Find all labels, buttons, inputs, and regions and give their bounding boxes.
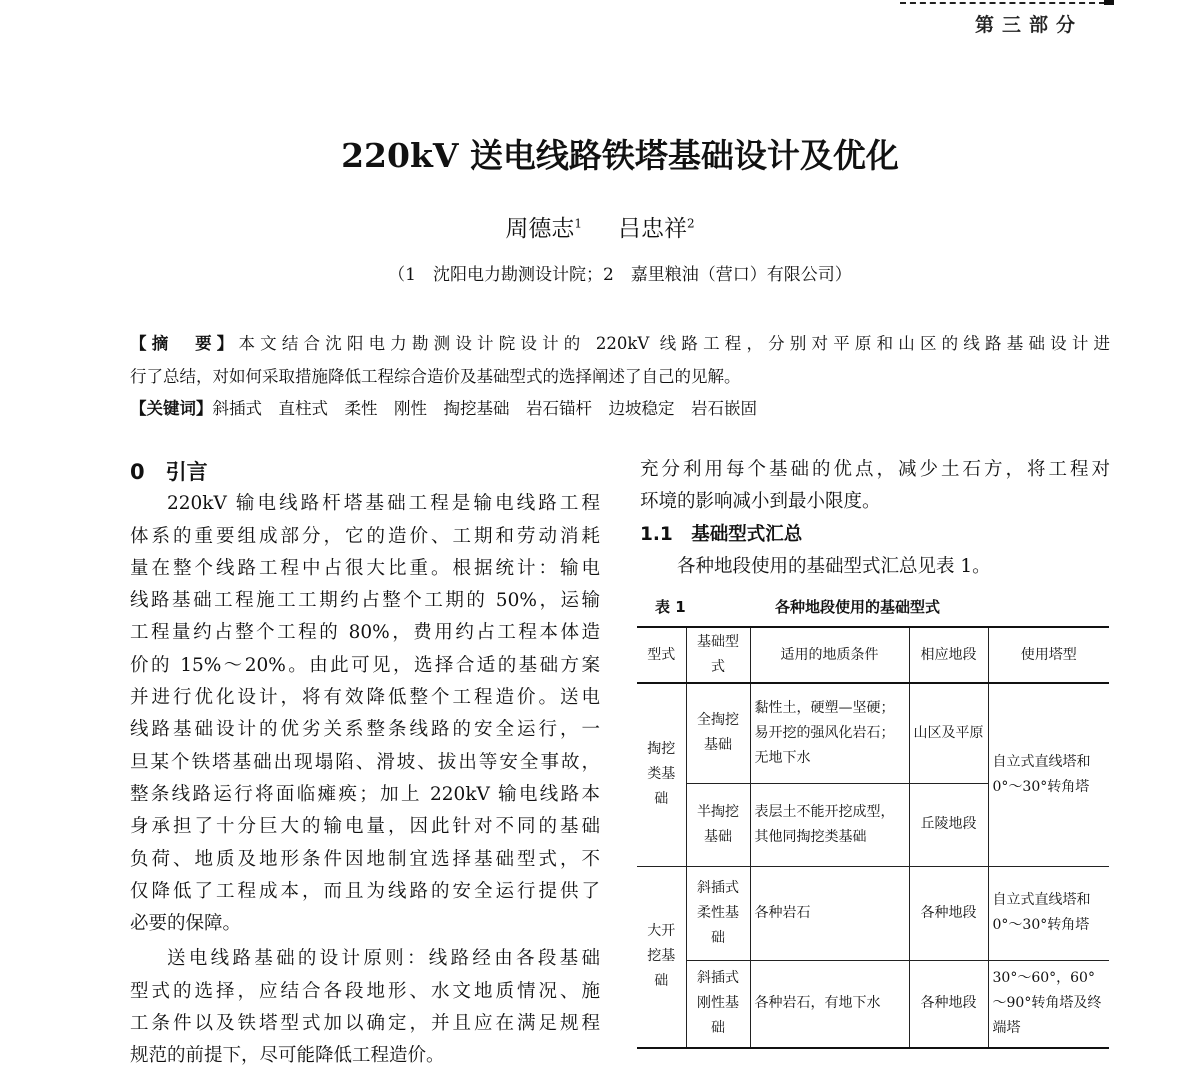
table-cell-foundation: 半掏挖基础 — [686, 783, 750, 866]
table-cell-foundation: 斜插式柔性基础 — [686, 866, 750, 960]
text-line: 并进行优化设计，将有效降低整个工程造价。送电 — [130, 687, 600, 709]
table-cell-section: 丘陵地段 — [909, 783, 988, 866]
text-line: 量在整个线路工程中占很大比重。根据统计：输电 — [130, 557, 600, 579]
table-cell-section: 各种地段 — [909, 866, 988, 960]
header-rule — [900, 2, 1105, 4]
table-header: 型式 — [637, 627, 686, 683]
paragraph-intro — [130, 488, 600, 940]
author-affil-mark: 2 — [687, 216, 695, 231]
text-line: 负荷、地质及地形条件因地制宜选择基础型式，不 — [130, 848, 600, 870]
table-row — [637, 960, 1109, 1048]
text-line: 必要的保障。 — [130, 913, 242, 935]
table-label: 表 1 — [655, 598, 686, 616]
table-row — [637, 683, 1109, 783]
table-cell-foundation: 全掏挖基础 — [686, 683, 750, 783]
section-heading: 0 引言 — [130, 460, 208, 484]
text-line: 工程量约占整个工程的 80%，费用约占工程本体造 — [130, 622, 600, 644]
text-line: 型式的选择，应结合各段地形、水文地质情况、施 — [130, 980, 600, 1002]
text-line: 体系的重要组成部分，它的造价、工期和劳动消耗 — [130, 525, 600, 547]
table-cell-section: 各种地段 — [909, 960, 988, 1048]
paper-title: 220kV 送电线路铁塔基础设计及优化 — [341, 136, 899, 175]
table-cell-tower: 自立式直线塔和 0°～30°转角塔 — [988, 866, 1109, 960]
paragraph-principles — [130, 943, 600, 1072]
table-header: 使用塔型 — [988, 627, 1109, 683]
keywords-label: 【关键词】 — [130, 399, 213, 418]
author-name: 周德志 — [505, 216, 575, 242]
left-column — [130, 456, 600, 1073]
text-line: 线路基础工程施工工期约占整个工期的 50%，运输 — [130, 590, 600, 612]
table-cell-geology: 各种岩石，有地下水 — [750, 960, 909, 1048]
abstract — [130, 328, 1110, 426]
table-cell-type: 大开挖基础 — [637, 866, 686, 1048]
table-header: 基础型式 — [686, 627, 750, 683]
paragraph-continued — [640, 454, 1110, 519]
text-line: 工条件以及铁塔型式加以确定，并且应在满足规程 — [130, 1013, 600, 1035]
table-cell-tower: 30°～60°，60°～90°转角塔及终端塔 — [988, 960, 1109, 1048]
text-line: 220kV 输电线路杆塔基础工程是输电线路工程 — [167, 493, 600, 515]
text-line: 旦某个铁塔基础出现塌陷、滑坡、拔出等安全事故， — [130, 751, 600, 773]
table-cell-tower: 自立式直线塔和 0°～30°转角塔 — [988, 683, 1109, 866]
table-cell-type: 掏挖类基础 — [637, 683, 686, 866]
section-label: 第三部分 — [975, 14, 1084, 36]
table-cell-foundation: 斜插式刚性基础 — [686, 960, 750, 1048]
foundation-type-table — [637, 626, 1109, 1049]
abstract-label: 【摘 要】 — [130, 334, 239, 353]
keywords: 斜插式 直柱式 柔性 刚性 掏挖基础 岩石锚杆 边坡稳定 岩石嵌固 — [212, 399, 757, 418]
authors — [0, 210, 1200, 243]
text-line: 充分利用每个基础的优点，减少土石方，将工程对 — [640, 459, 1110, 480]
table-header-row — [637, 627, 1109, 683]
text-line: 身承担了十分巨大的输电量，因此针对不同的基础 — [130, 816, 600, 838]
table-cell-geology: 各种岩石 — [750, 866, 909, 960]
table-cell-geology: 表层土不能开挖成型，其他同掏挖类基础 — [750, 783, 909, 866]
subsection-heading: 1.1 基础型式汇总 — [640, 523, 803, 545]
table-cell-section: 山区及平原 — [909, 683, 988, 783]
text-line: 线路基础设计的优劣关系整条线路的安全运行，一 — [130, 719, 600, 741]
text-line: 环境的影响减小到最小限度。 — [640, 491, 881, 513]
text-line: 送电线路基础的设计原则：线路经由各段基础 — [167, 948, 600, 970]
header-rule-end — [1104, 0, 1114, 5]
text-line: 规范的前提下，尽可能降低工程造价。 — [130, 1045, 445, 1067]
author-affil-mark: 1 — [574, 216, 582, 231]
abstract-line: 行了总结，对如何采取措施降低工程综合造价及基础型式的选择阐述了自己的见解。 — [130, 366, 741, 386]
affiliation: （1 沈阳电力勘测设计院；2 嘉里粮油（营口）有限公司） — [388, 265, 852, 285]
abstract-line: 本文结合沈阳电力勘测设计院设计的 220kV 线路工程，分别对平原和山区的线路基础设计进 — [238, 334, 1111, 353]
table-row — [637, 866, 1109, 960]
table-cell-geology: 黏性土，硬塑—坚硬；易开挖的强风化岩石；无地下水 — [750, 683, 909, 783]
table-header: 适用的地质条件 — [750, 627, 909, 683]
paragraph-table-ref: 各种地段使用的基础型式汇总见表 1。 — [677, 555, 991, 577]
author-name: 吕忠祥 — [618, 216, 687, 242]
table-title: 各种地段使用的基础型式 — [775, 598, 941, 616]
right-column — [640, 454, 1110, 583]
text-line: 仅降低了工程成本，而且为线路的安全运行提供了 — [130, 880, 600, 902]
text-line: 整条线路运行将面临瘫痪；加上 220kV 输电线路本 — [130, 783, 600, 805]
table-header: 相应地段 — [909, 627, 988, 683]
text-line: 价的 15%～20%。由此可见，选择合适的基础方案 — [130, 654, 600, 676]
